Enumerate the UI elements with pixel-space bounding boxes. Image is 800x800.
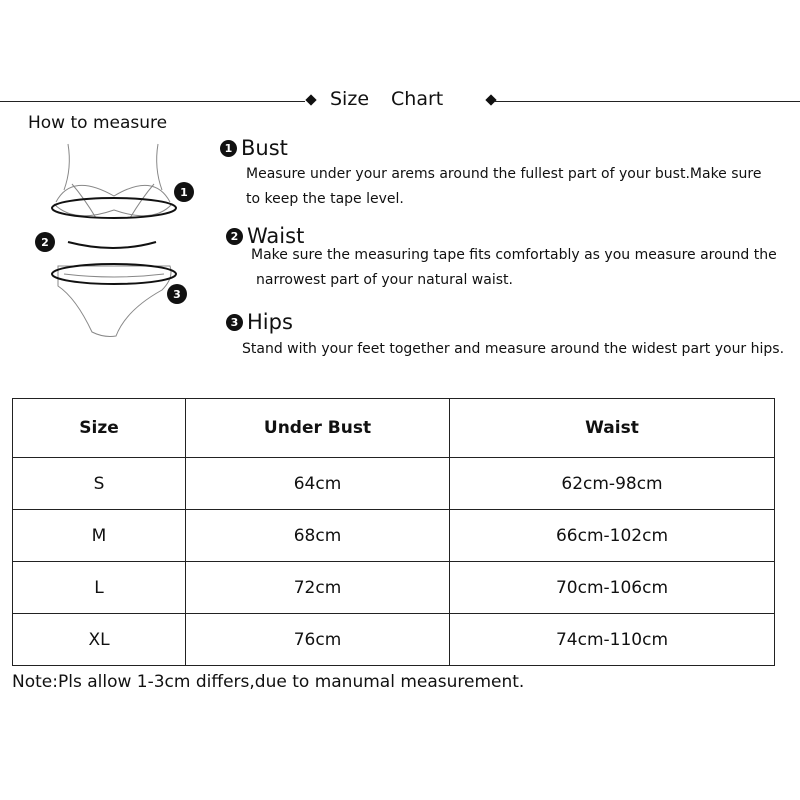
cell-under-bust: 68cm bbox=[186, 510, 450, 562]
waist-description-line: Make sure the measuring tape fits comfortably as you measure around the bbox=[251, 247, 777, 263]
number-2-icon: 2 bbox=[226, 228, 243, 245]
table-row bbox=[13, 510, 775, 562]
hips-description-line: Stand with your feet together and measure around the widest part your hips. bbox=[242, 341, 785, 357]
header-waist: Waist bbox=[450, 399, 775, 458]
cell-waist: 74cm-110cm bbox=[450, 614, 775, 666]
body-measurement-figure bbox=[24, 138, 204, 348]
cell-size: XL bbox=[13, 614, 186, 666]
bust-description-line: to keep the tape level. bbox=[246, 191, 404, 207]
measurement-note: Note:Pls allow 1-3cm differs,due to manumal measurement. bbox=[12, 672, 525, 692]
cell-waist: 62cm-98cm bbox=[450, 458, 775, 510]
table-row bbox=[13, 562, 775, 614]
cell-under-bust: 64cm bbox=[186, 458, 450, 510]
marker-2-label: 2 bbox=[41, 236, 49, 249]
bust-description bbox=[246, 162, 761, 212]
table-row bbox=[13, 614, 775, 666]
hips-title: Hips bbox=[247, 310, 293, 334]
marker-1-label: 1 bbox=[180, 186, 188, 199]
size-table bbox=[12, 398, 775, 666]
cell-under-bust: 76cm bbox=[186, 614, 450, 666]
cell-size: M bbox=[13, 510, 186, 562]
header-under-bust: Under Bust bbox=[186, 399, 450, 458]
table-header-row bbox=[13, 399, 775, 458]
header-size: Size bbox=[13, 399, 186, 458]
bust-description-line: Measure under your arems around the fullest part of your bust.Make sure bbox=[246, 166, 762, 182]
number-3-icon: 3 bbox=[226, 314, 243, 331]
bust-heading bbox=[220, 136, 288, 160]
cell-size: L bbox=[13, 562, 186, 614]
how-to-measure-heading: How to measure bbox=[28, 113, 168, 133]
marker-3-label: 3 bbox=[173, 288, 181, 301]
hips-description bbox=[242, 337, 784, 362]
cell-waist: 66cm-102cm bbox=[450, 510, 775, 562]
waist-description bbox=[251, 243, 777, 293]
header-divider-left bbox=[0, 101, 305, 102]
table-row bbox=[13, 458, 775, 510]
cell-waist: 70cm-106cm bbox=[450, 562, 775, 614]
number-1-icon: 1 bbox=[220, 140, 237, 157]
diamond-right-icon bbox=[485, 94, 496, 105]
cell-size: S bbox=[13, 458, 186, 510]
bust-title: Bust bbox=[241, 136, 288, 160]
cell-under-bust: 72cm bbox=[186, 562, 450, 614]
page-title: Size Chart bbox=[330, 88, 444, 110]
hips-heading bbox=[226, 310, 293, 334]
header-divider-right bbox=[495, 101, 800, 102]
waist-description-line: narrowest part of your natural waist. bbox=[256, 272, 513, 288]
diamond-left-icon bbox=[305, 94, 316, 105]
waist-title: Waist bbox=[247, 224, 305, 248]
